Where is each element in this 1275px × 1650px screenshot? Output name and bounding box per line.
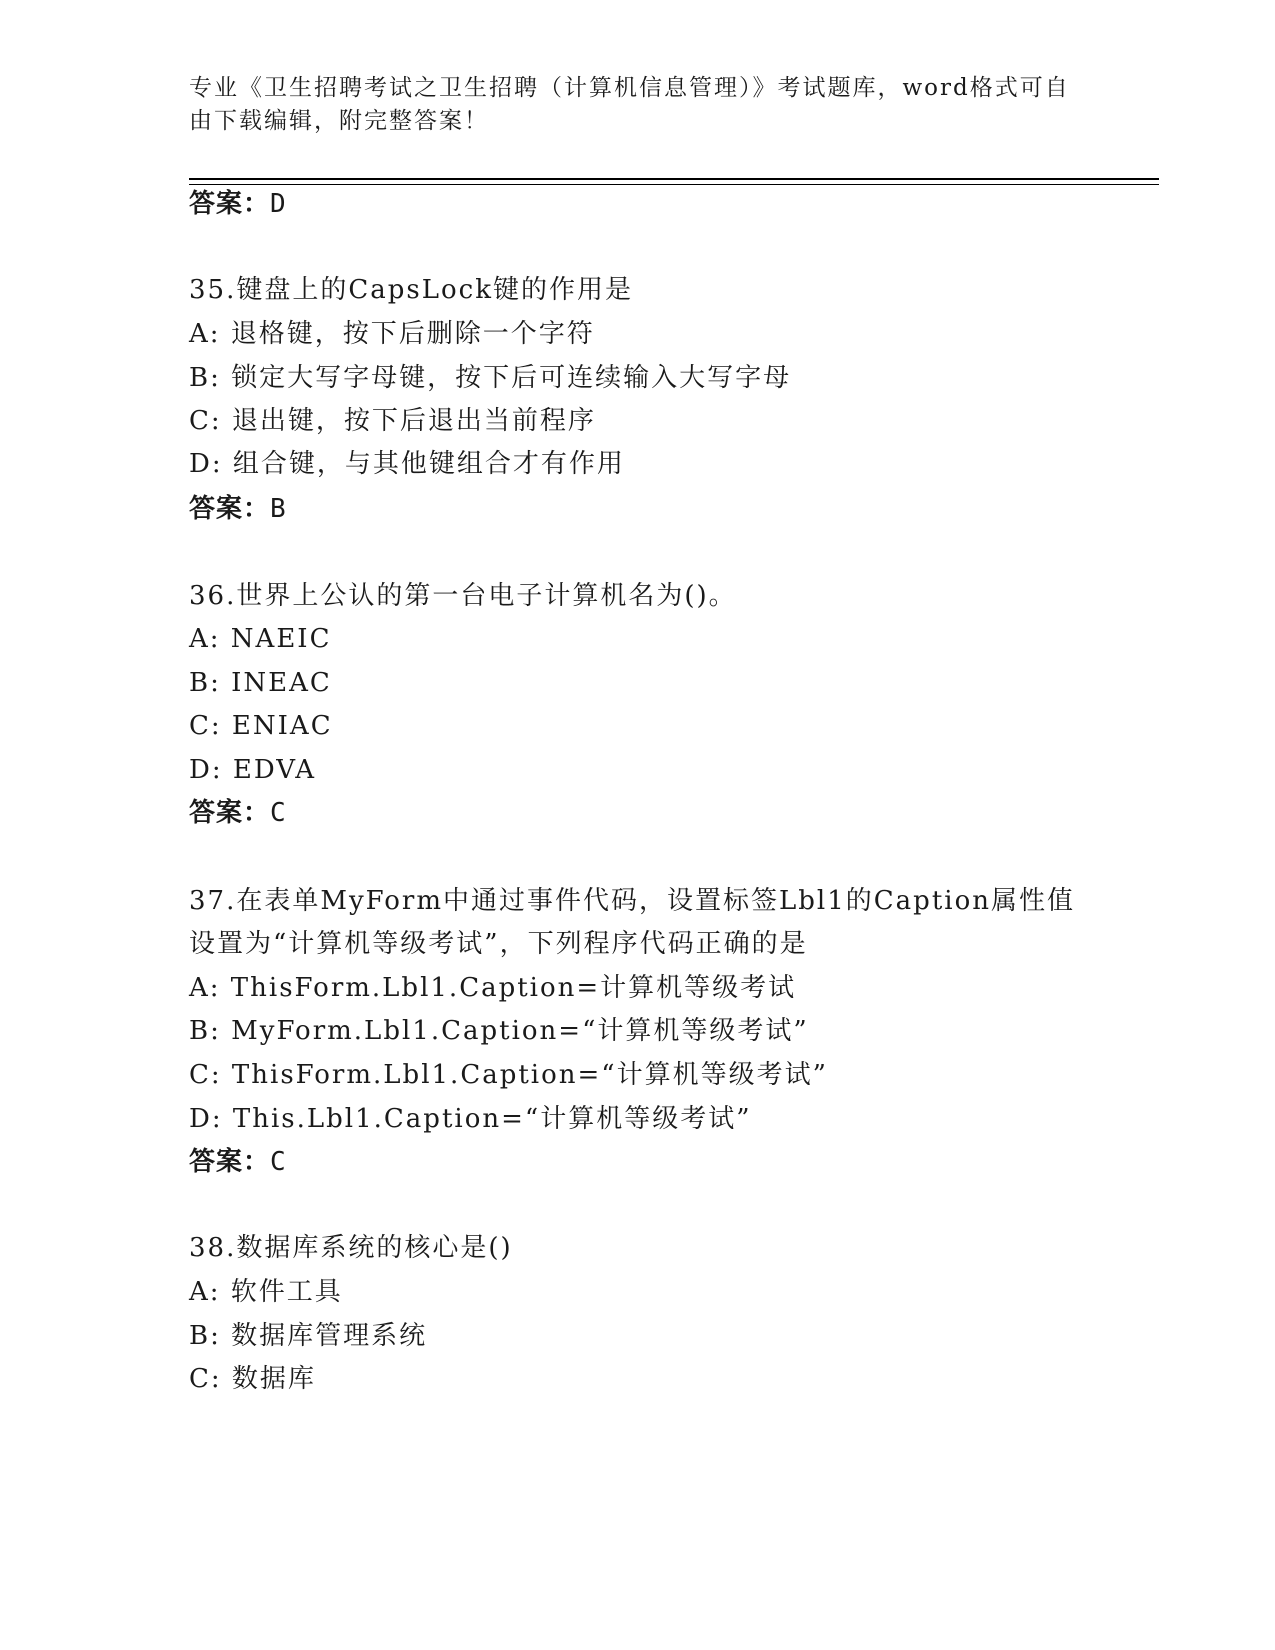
- option-b: B: INEAC: [189, 668, 332, 698]
- answer-label: 答案：: [189, 494, 271, 524]
- question-text: 36.世界上公认的第一台电子计算机名为()。: [189, 581, 737, 611]
- option-b: B: MyForm.Lbl1.Caption=“计算机等级考试”: [189, 1016, 809, 1046]
- answer-value: C: [270, 798, 287, 828]
- option-c: C: 数据库: [189, 1364, 316, 1394]
- question-text: 38.数据库系统的核心是(): [189, 1233, 513, 1263]
- header-line-1: 专业《卫生招聘考试之卫生招聘（计算机信息管理）》考试题库，word格式可自: [189, 75, 1070, 101]
- answer-line: [189, 796, 287, 830]
- question-text: 35.键盘上的CapsLock键的作用是: [189, 275, 633, 305]
- answer-value: C: [270, 1147, 287, 1177]
- option-d: D: 组合键，与其他键组合才有作用: [189, 449, 625, 479]
- option-a: A: ThisForm.Lbl1.Caption=计算机等级考试: [189, 973, 797, 1003]
- option-c: C: ThisForm.Lbl1.Caption=“计算机等级考试”: [189, 1060, 828, 1090]
- document-header: [189, 72, 1089, 138]
- option-b: B: 数据库管理系统: [189, 1321, 428, 1351]
- header-divider-thick: [189, 178, 1159, 180]
- answer-line: [189, 1145, 287, 1179]
- option-d: D: EDVA: [189, 755, 317, 785]
- header-line-2: 由下载编辑，附完整答案！: [189, 108, 489, 134]
- question-text-line-2: 设置为“计算机等级考试”，下列程序代码正确的是: [189, 929, 808, 959]
- header-divider-thin: [189, 184, 1159, 185]
- option-a: A: NAEIC: [189, 624, 332, 654]
- answer-value: B: [270, 494, 287, 524]
- answer-label: 答案：: [189, 189, 271, 219]
- answer-label: 答案：: [189, 798, 271, 828]
- answer-line: [189, 187, 287, 221]
- option-b: B: 锁定大写字母键，按下后可连续输入大写字母: [189, 363, 792, 393]
- question-text-line-1: 37.在表单MyForm中通过事件代码，设置标签Lbl1的Caption属性值: [189, 886, 1075, 916]
- option-a: A: 软件工具: [189, 1277, 343, 1307]
- option-c: C: ENIAC: [189, 711, 333, 741]
- answer-line: [189, 492, 287, 526]
- option-d: D: This.Lbl1.Caption=“计算机等级考试”: [189, 1104, 752, 1134]
- option-c: C: 退出键，按下后退出当前程序: [189, 406, 596, 436]
- answer-value: D: [270, 189, 287, 219]
- option-a: A: 退格键，按下后删除一个字符: [189, 319, 595, 349]
- answer-label: 答案：: [189, 1147, 271, 1177]
